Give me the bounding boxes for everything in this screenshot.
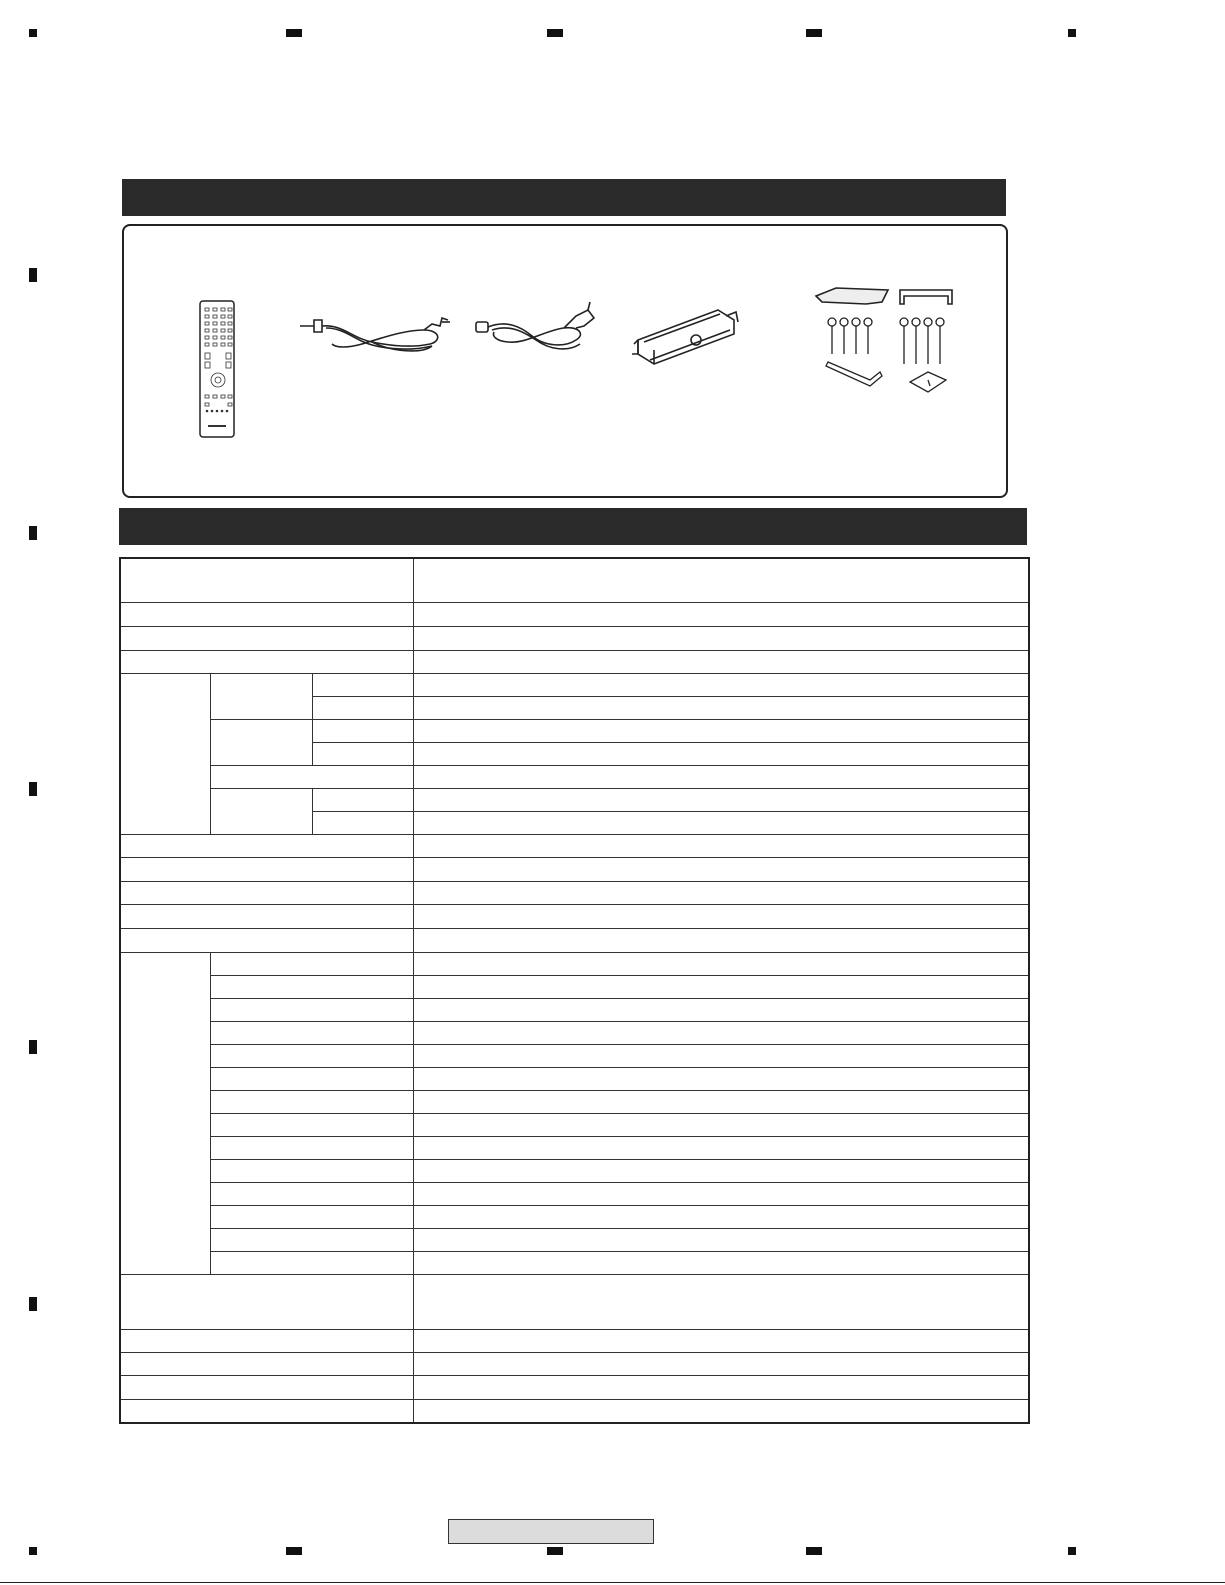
spec-label-cell [120, 1399, 413, 1423]
spec-subgroup-cell [210, 1182, 413, 1205]
spec-subgroup-cell [210, 765, 413, 788]
table-row [120, 1136, 1029, 1159]
spec-subgroup-cell [210, 952, 413, 975]
spec-label-cell [120, 834, 413, 857]
table-row [120, 1159, 1029, 1182]
spec-group-cell [120, 673, 210, 834]
spec-sublabel-cell [312, 719, 413, 742]
spec-value-cell [413, 1205, 1029, 1228]
spec-value-cell [413, 1159, 1029, 1182]
registration-mark [29, 1040, 37, 1054]
remote-control-icon [198, 300, 238, 440]
spec-label-cell [120, 1352, 413, 1375]
spec-subgroup-cell [210, 1136, 413, 1159]
spec-value-cell [413, 952, 1029, 975]
spec-value-cell [413, 1090, 1029, 1113]
accessories-section-header [122, 179, 1006, 216]
accessories-panel [122, 224, 1008, 498]
specifications-table [119, 557, 1030, 1424]
spec-value-cell [413, 1113, 1029, 1136]
spec-value-cell [413, 1329, 1029, 1352]
spec-label-cell [120, 650, 413, 673]
spec-subgroup-cell [210, 1205, 413, 1228]
power-cord-uk-plug-icon [472, 296, 596, 362]
spec-subgroup-cell [210, 673, 312, 719]
table-row [120, 1228, 1029, 1251]
registration-mark [806, 1547, 822, 1555]
table-row [120, 1113, 1029, 1136]
registration-mark [547, 29, 563, 37]
spec-value-cell [413, 998, 1029, 1021]
spec-subgroup-cell [210, 1021, 413, 1044]
spec-value-cell [413, 626, 1029, 650]
registration-mark [29, 1547, 37, 1555]
table-row [120, 673, 1029, 696]
table-row [120, 719, 1029, 742]
spec-label-cell [120, 1329, 413, 1352]
page-number-box [448, 1519, 654, 1544]
table-row [120, 1205, 1029, 1228]
spec-value-cell [413, 904, 1029, 928]
spec-subgroup-cell [210, 1159, 413, 1182]
spec-label-cell [120, 904, 413, 928]
table-row [120, 1375, 1029, 1399]
spec-value-cell [413, 650, 1029, 673]
table-row [120, 1182, 1029, 1205]
spec-value-cell [413, 975, 1029, 998]
registration-mark [29, 1297, 37, 1311]
spec-subgroup-cell [210, 1090, 413, 1113]
table-row [120, 881, 1029, 904]
spec-value-cell [413, 1352, 1029, 1375]
spec-label-cell [120, 1274, 413, 1329]
spec-value-cell [413, 1274, 1029, 1329]
spec-value-cell [413, 1375, 1029, 1399]
spec-value-cell [413, 857, 1029, 881]
table-row [120, 1274, 1029, 1329]
table-row [120, 558, 1029, 602]
spec-subgroup-cell [210, 719, 312, 765]
table-row [120, 857, 1029, 881]
spec-value-cell [413, 834, 1029, 857]
spec-subgroup-cell [210, 975, 413, 998]
spec-group-cell [120, 952, 210, 1274]
table-row [120, 1251, 1029, 1274]
spec-value-cell [413, 1136, 1029, 1159]
spec-subgroup-cell [210, 1251, 413, 1274]
table-row [120, 998, 1029, 1021]
registration-mark [29, 526, 37, 540]
spec-sublabel-cell [312, 788, 413, 811]
table-row [120, 834, 1029, 857]
spec-value-cell [413, 1399, 1029, 1423]
spec-subgroup-cell [210, 998, 413, 1021]
spec-value-cell [413, 558, 1029, 602]
table-row [120, 904, 1029, 928]
spec-value-cell [413, 1021, 1029, 1044]
table-row [120, 928, 1029, 952]
table-row [120, 1352, 1029, 1375]
spec-value-cell [413, 602, 1029, 626]
spec-value-cell [413, 673, 1029, 696]
spec-subgroup-cell [210, 1067, 413, 1090]
spec-subgroup-cell [210, 788, 312, 834]
spec-sublabel-cell [312, 673, 413, 696]
spec-label-cell [120, 928, 413, 952]
table-row [120, 1044, 1029, 1067]
registration-mark [286, 1547, 302, 1555]
spec-label-cell [120, 857, 413, 881]
spec-value-cell [413, 788, 1029, 811]
spec-value-cell [413, 742, 1029, 765]
registration-mark [547, 1547, 563, 1555]
spec-label-cell [120, 881, 413, 904]
spec-value-cell [413, 1251, 1029, 1274]
registration-mark [1068, 1547, 1076, 1555]
registration-mark [29, 268, 37, 282]
spec-label-cell [120, 626, 413, 650]
table-row [120, 1329, 1029, 1352]
registration-mark [1068, 29, 1076, 37]
power-cord-eu-plug-icon [292, 304, 452, 364]
table-row [120, 788, 1029, 811]
spec-label-cell [120, 602, 413, 626]
spec-label-cell [120, 558, 413, 602]
spec-value-cell [413, 1044, 1029, 1067]
registration-mark [29, 29, 37, 37]
table-row [120, 1399, 1029, 1423]
table-row [120, 1021, 1029, 1044]
table-row [120, 1067, 1029, 1090]
spec-label-cell [120, 1375, 413, 1399]
table-row [120, 952, 1029, 975]
spec-value-cell [413, 1228, 1029, 1251]
spec-value-cell [413, 1067, 1029, 1090]
table-row [120, 1090, 1029, 1113]
spec-value-cell [413, 696, 1029, 719]
spec-subgroup-cell [210, 1113, 413, 1136]
registration-mark [286, 29, 302, 37]
spec-subgroup-cell [210, 1044, 413, 1067]
table-row [120, 765, 1029, 788]
spec-value-cell [413, 1182, 1029, 1205]
spec-value-cell [413, 881, 1029, 904]
table-row [120, 602, 1029, 626]
cable-clamp-icon [630, 300, 740, 370]
registration-mark [29, 782, 37, 796]
registration-mark [806, 29, 822, 37]
divider [0, 1582, 1225, 1583]
stand-kit-icon [810, 284, 958, 404]
spec-sublabel-cell [312, 696, 413, 719]
table-row [120, 975, 1029, 998]
table-row [120, 626, 1029, 650]
spec-value-cell [413, 811, 1029, 834]
spec-subgroup-cell [210, 1228, 413, 1251]
spec-value-cell [413, 765, 1029, 788]
specifications-section-header [119, 508, 1027, 545]
table-row [120, 650, 1029, 673]
spec-sublabel-cell [312, 811, 413, 834]
spec-value-cell [413, 928, 1029, 952]
spec-value-cell [413, 719, 1029, 742]
spec-sublabel-cell [312, 742, 413, 765]
